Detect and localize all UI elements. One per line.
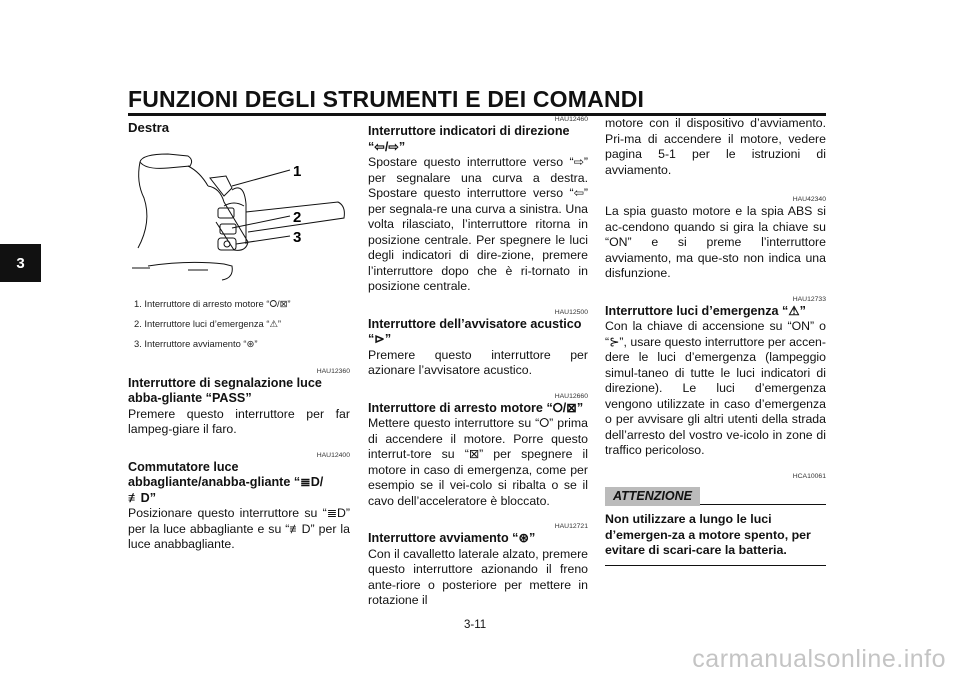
handlebar-illustration (128, 142, 348, 292)
section-code: HAU12500 (554, 308, 588, 316)
section-title-turn: Interruttore indicatori di direzione “⇦/⇨” (368, 124, 570, 154)
callout-2: 2 (293, 208, 302, 226)
section-title-horn: Interruttore dell’avvisatore acustico “⊳” (368, 316, 582, 346)
column-1 (128, 120, 350, 553)
section-body-hazard: Con la chiave di accensione su “ON” o “⊱”, usare questo interruttore per accen-dere le luci d’emergenza (lampeggio simul-taneo di tutte le luci indicatori di direzione). Le luci d’emergenza vengono utilizzate in caso d’emergenza o per avvisare gli altri utenti della strada dell’arresto del vostro ve-icolo in zone di traffico pericoloso. (605, 319, 826, 457)
section-body-beam: Posizionare questo interruttore su “≣D” per la luce abbagliante e su “≢D” per la luce anabbagliante. (128, 506, 350, 551)
section-body-pass: Premere questo interruttore per far lampeg-giare il faro. (128, 406, 350, 436)
caution-label: ATTENZIONE (605, 487, 700, 507)
section-body-stop: Mettere questo interruttore su “⭘” prima di accendere il motore. Porre questo interrut-tore su “⊠” per spegnere il motore in caso di emergenza, come per esempio se il vei-colo si ribalta o se il cavo dell’acceleratore è bloccato. (368, 416, 588, 508)
caption-2: 2. Interruttore luci d’emergenza “⚠” (134, 317, 282, 329)
caption-3: 3. Interruttore avviamento “⊛” (134, 337, 258, 349)
figure-captions (134, 294, 350, 354)
section-code: HAU12733 (792, 295, 826, 303)
caution-rule (700, 504, 826, 505)
section-code: HAU12721 (554, 523, 588, 530)
caption-1: 1. Interruttore di arresto motore “⭘/⊠” (134, 297, 291, 309)
section-body-horn: Premere questo interruttore per azionare l’avvisatore acustico. (368, 347, 588, 377)
column-2 (368, 116, 588, 609)
continued-text: motore con il dispositivo d’avviamento. Pri-ma di accendere il motore, vedere pagina 5-1 per le istruzioni di avviamento. (605, 116, 826, 177)
callout-3: 3 (293, 228, 302, 246)
caution-code: HCA10061 (792, 472, 826, 480)
section-heading: Destra (128, 120, 170, 135)
watermark: carmanualsonline.info (692, 645, 946, 673)
handlebar-figure (128, 142, 348, 292)
section-body-turn: Spostare questo interruttore verso “⇨” per segnalare una curva a destra. Spostare questo interruttore verso “⇦” per segnala-re una curva a sinistra. Una volta rilasciato, l’interruttore ritorna in posizione centrale. Per spegnere le luci degli indicatori di dire-zione, premere l’interruttore dopo che è ri-tornato in posizione centrale. (368, 155, 588, 293)
caution-text: Non utilizzare a lungo le luci d’emergen-za a motore spento, per evitare di scari-care la batteria. (605, 512, 826, 566)
section-code: HAU42340 (792, 196, 826, 203)
page-number: 3-11 (464, 619, 487, 631)
section-title-stop: Interruttore di arresto motore “⭘/⊠” (368, 400, 584, 415)
section-title-start: Interruttore avviamento “⊛” (368, 531, 536, 545)
column-3 (605, 116, 826, 566)
section-body-abs: La spia guasto motore e la spia ABS si ac-cendono quando si gira la chiave su “ON” e si preme l’interruttore avviamento, ma que-sto non indica una disfunzione. (605, 204, 826, 280)
chapter-tab: 3 (0, 244, 41, 282)
page-header: FUNZIONI DEGLI STRUMENTI E DEI COMANDI (128, 86, 645, 112)
section-code: HAU12660 (554, 392, 588, 400)
section-body-start: Con il cavalletto laterale alzato, premere questo interruttore azionando il freno ante-riore o posteriore per mettere in rotazione il (368, 546, 588, 607)
section-code: HAU12460 (554, 116, 588, 123)
section-title-beam: Commutatore luce abbagliante/anabba-gliante “≣D/≢D” (128, 459, 324, 505)
section-title-pass: Interruttore di segnalazione luce abba-gliante “PASS” (128, 375, 322, 405)
section-code: HAU12400 (316, 451, 350, 459)
callout-1: 1 (293, 162, 302, 180)
section-code: HAU12360 (316, 367, 350, 375)
caution-banner (605, 487, 826, 507)
section-title-hazard: Interruttore luci d’emergenza “⚠” (605, 303, 806, 318)
